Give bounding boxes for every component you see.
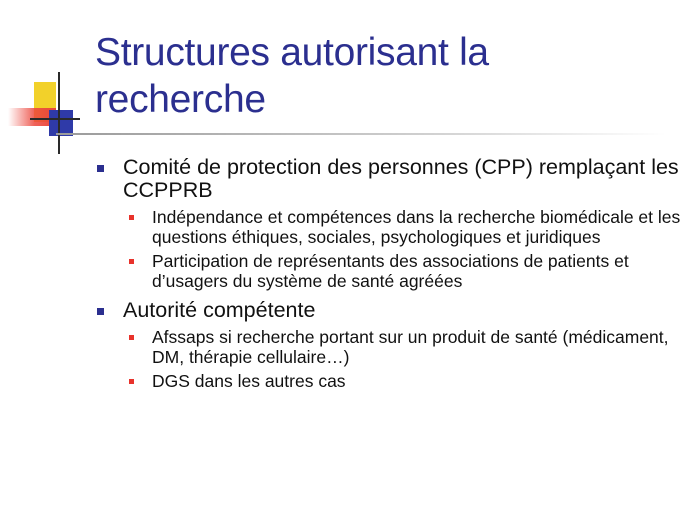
sub-bullet-text: Afssaps si recherche portant sur un produit de santé (médicament, DM, thérapie cellulaire…): [152, 327, 669, 367]
square-bullet-icon: [129, 215, 134, 220]
square-bullet-icon: [97, 308, 104, 315]
bullet-text: Comité de protection des personnes (CPP) remplaçant les CCPPRB: [123, 155, 679, 202]
sub-bullet-text: DGS dans les autres cas: [152, 371, 346, 391]
sub-bullet-item: [96, 371, 681, 391]
square-bullet-icon: [129, 335, 134, 340]
square-bullet-icon: [129, 259, 134, 264]
title-underline: [56, 133, 666, 135]
sub-bullet-item: [96, 251, 681, 291]
sub-bullet-item: [96, 207, 681, 247]
decoration-horizontal-line: [30, 118, 80, 120]
slide-title: Structures autorisant la recherche: [95, 31, 489, 121]
square-bullet-icon: [97, 165, 104, 172]
bullet-text: Autorité compétente: [123, 298, 316, 322]
bullet-item-cpp: [96, 156, 681, 202]
square-bullet-icon: [129, 379, 134, 384]
bullet-item-autorite: [96, 299, 681, 322]
sub-bullet-text: Indépendance et compétences dans la recherche biomédicale et les questions éthiques, sociales, psychologiques et juridiques: [152, 207, 681, 247]
slide-content: [96, 156, 681, 391]
decoration-vertical-line: [58, 72, 60, 154]
sub-bullet-item: [96, 327, 681, 367]
sub-bullet-text: Participation de représentants des associations de patients et d’usagers du système de santé agréées: [152, 251, 629, 291]
